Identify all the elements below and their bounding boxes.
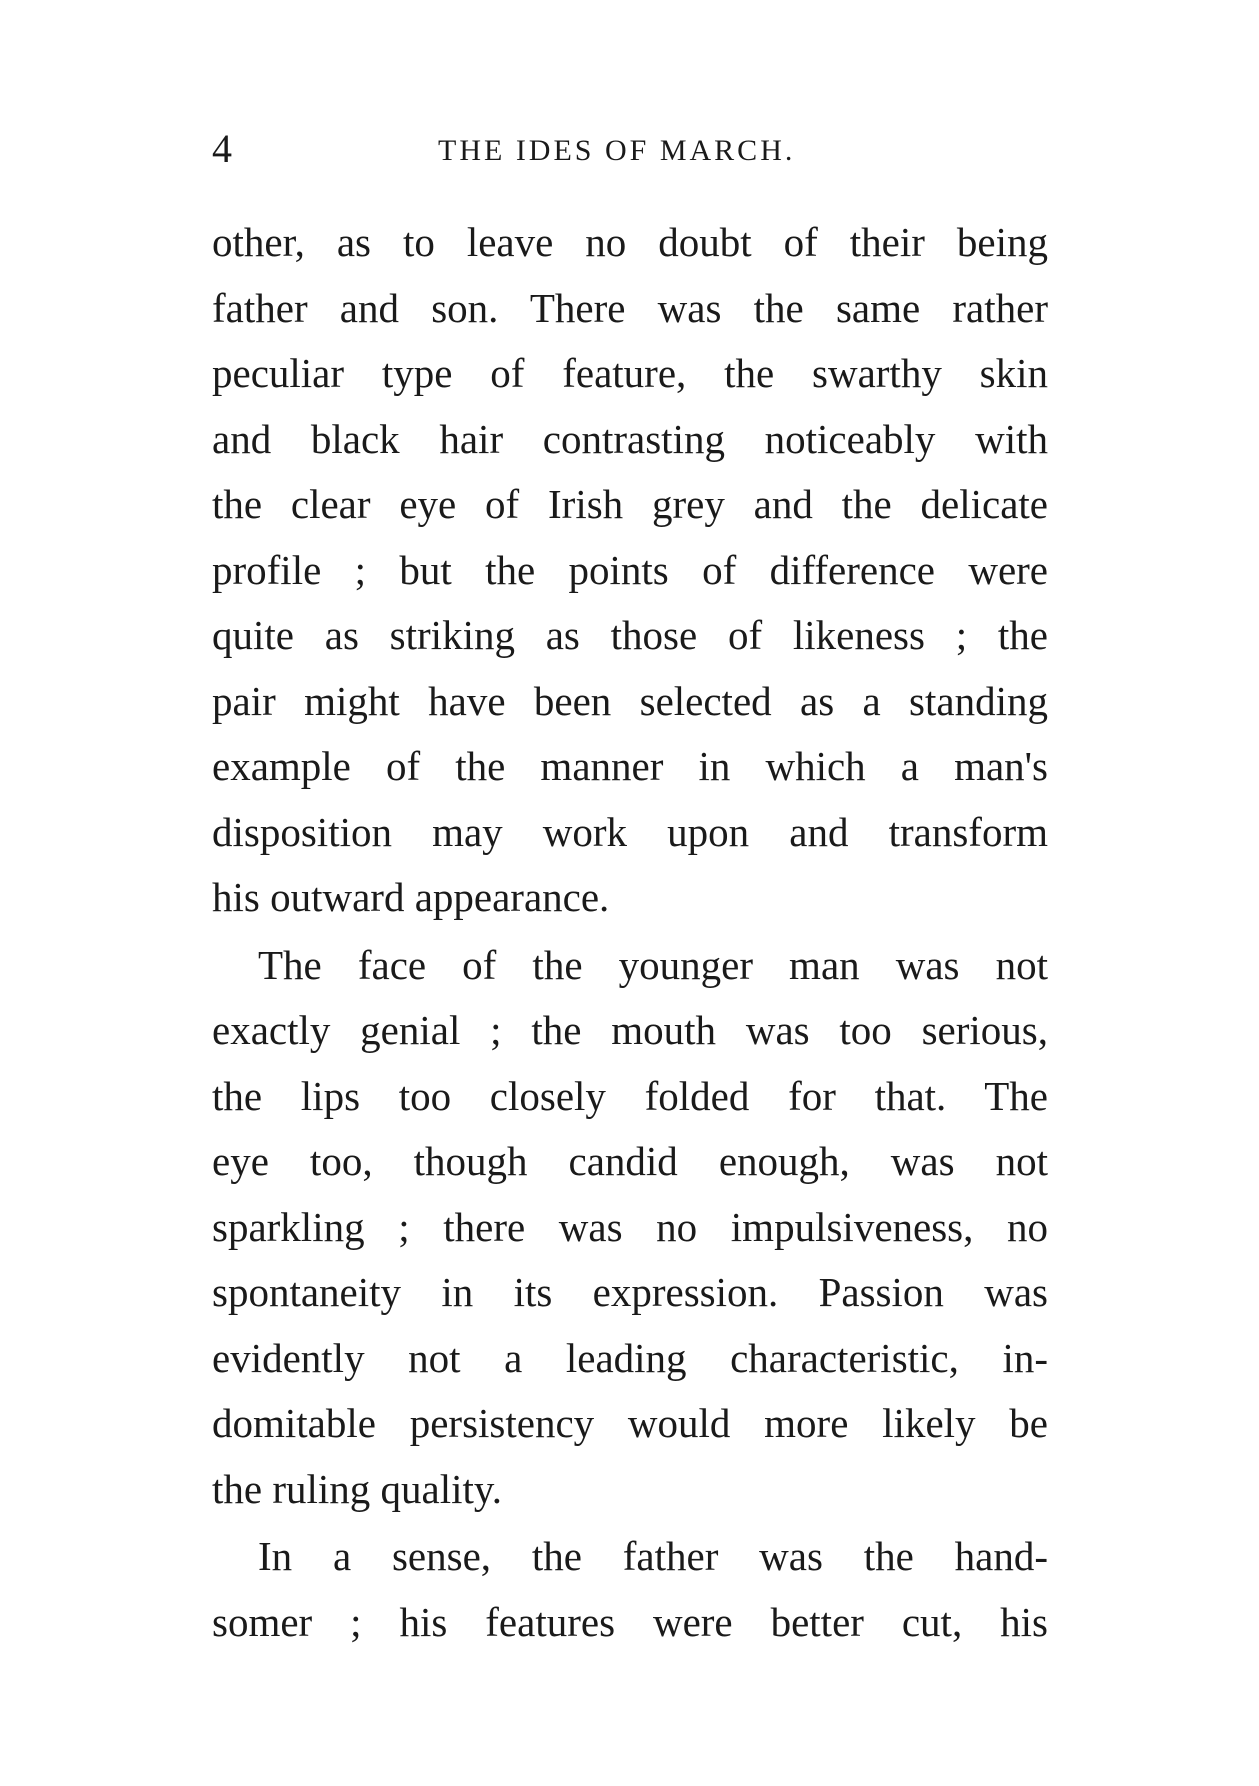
running-title: THE IDES OF MARCH. (438, 134, 796, 167)
text-line: the clear eye of Irish grey and the delicate (212, 481, 1048, 527)
paragraph-2 (212, 933, 1048, 1523)
text-line: quite as striking as those of likeness ; the (212, 612, 1048, 658)
text-line: domitable persistency would more likely be (212, 1400, 1048, 1446)
paragraph-1 (212, 210, 1048, 931)
page-number: 4 (212, 126, 232, 171)
text-line: profile ; but the points of difference were (212, 546, 1048, 593)
text-line: evidently not a leading characteristic, in- (212, 1334, 1048, 1381)
text-line: somer ; his features were better cut, his (212, 1598, 1048, 1645)
text-line: father and son. There was the same rather (212, 284, 1048, 331)
text-line: The face of the younger man was not (258, 941, 1048, 988)
text-line: In a sense, the father was the hand- (258, 1533, 1048, 1579)
text-line: example of the manner in which a man's (212, 743, 1048, 789)
text-line: disposition may work upon and transform (212, 808, 1048, 855)
body-text (212, 210, 1048, 1655)
text-line: peculiar type of feature, the swarthy skin (212, 350, 1048, 396)
text-line: the ruling quality. (212, 1465, 502, 1512)
text-line: exactly genial ; the mouth was too serious, (212, 1007, 1048, 1053)
text-line: his outward appearance. (212, 874, 610, 920)
running-head (212, 124, 1048, 174)
text-line: other, as to leave no doubt of their being (212, 219, 1048, 265)
text-line: and black hair contrasting noticeably with (212, 415, 1048, 462)
text-line: eye too, though candid enough, was not (212, 1138, 1048, 1184)
paragraph-3 (212, 1524, 1048, 1655)
text-line: pair might have been selected as a standing (212, 677, 1048, 724)
text-line: the lips too closely folded for that. The (212, 1072, 1048, 1119)
text-line: spontaneity in its expression. Passion was (212, 1269, 1048, 1315)
text-line: sparkling ; there was no impulsiveness, no (212, 1203, 1048, 1250)
